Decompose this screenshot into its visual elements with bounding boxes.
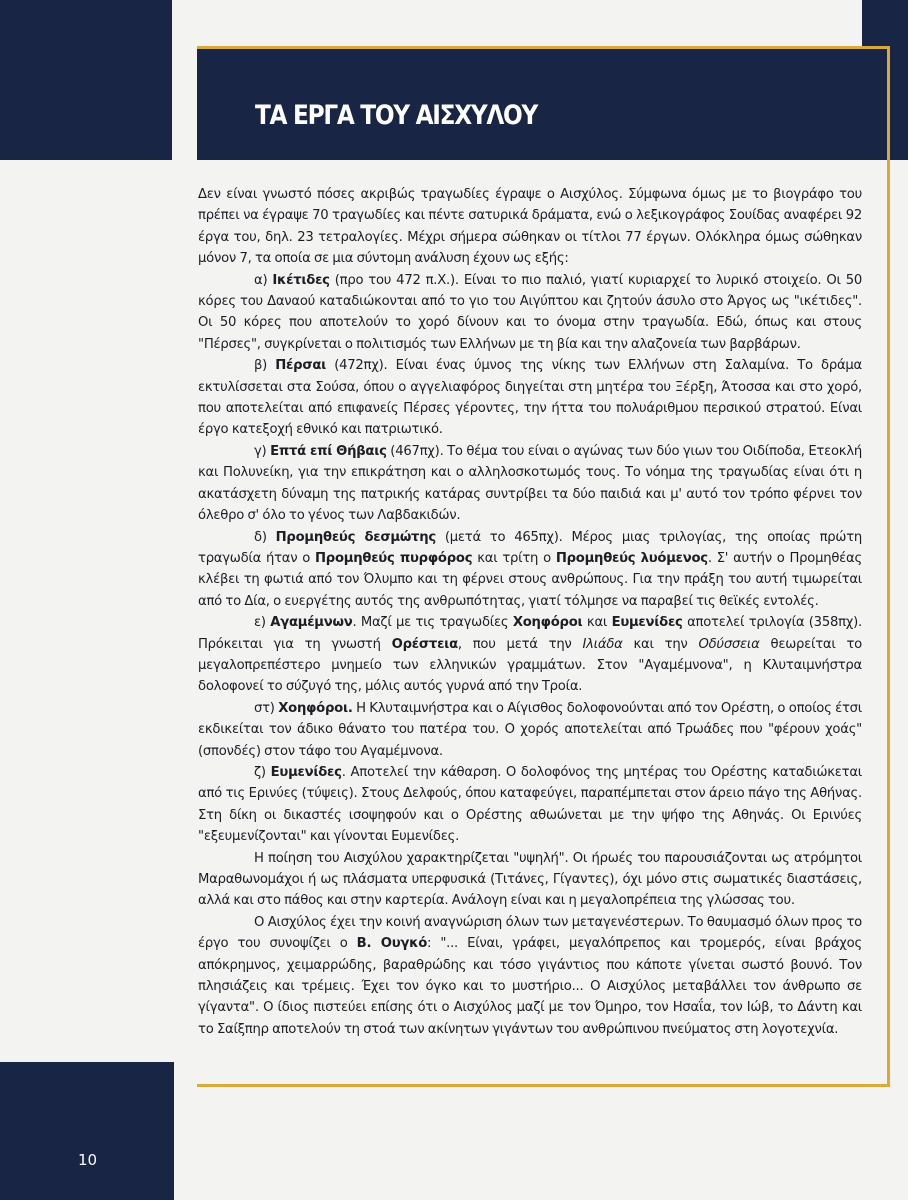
text-run: και (582, 615, 612, 631)
gold-frame-top (197, 46, 889, 49)
text-run: . Μαζί με τις τραγωδίες (352, 615, 513, 631)
text-run: (μετά το 465πχ). Μέρος μιας τριλογίας, της οποίας πρώτη τραγωδία ήταν ο (198, 529, 862, 566)
bold-text: Προμηθεύς πυρφόρος (315, 550, 473, 566)
bold-text: Χοηφόροι (512, 615, 583, 631)
text-run: ζ) (254, 764, 271, 780)
page-title: ΤΑ ΕΡΓΑ ΤΟΥ ΑΙΣΧΥΛΟΥ (255, 100, 538, 131)
paragraph (198, 270, 862, 356)
text-run: στ) (254, 700, 279, 716)
paragraph (198, 355, 862, 441)
bold-text: Προμηθεύς λυόμενος (555, 550, 708, 566)
text-run: , που μετά την (457, 636, 583, 652)
paragraph (198, 698, 862, 762)
paragraph (198, 527, 862, 613)
text-run: και τρίτη ο (472, 550, 556, 566)
gold-frame-bottom (197, 1084, 890, 1087)
paragraph (198, 441, 862, 527)
text-run: ε) (254, 615, 271, 631)
text-run: Ο Αισχύλος έχει την κοινή αναγνώριση όλων των μεταγενέστερων. Το θαυμασμό όλων προς το έργο του συνοψίζει ο (198, 914, 862, 952)
text-run: α) (254, 272, 273, 288)
text-run: γ) (254, 443, 271, 459)
paragraph (198, 848, 862, 912)
text-run: και την (622, 636, 699, 652)
paragraph (198, 762, 862, 848)
bold-text: Ευμενίδες (611, 615, 683, 631)
text-run: (472πχ). Είναι ένας ύμνος της νίκης των Ελλήνων στη Σαλαμίνα. Το δράμα εκτυλίσσεται στα Σούσα, όπου ο αγγελιαφόρος διηγείται στη μητέρα του Ξέρξη, Άτοσσα και στο χορό, που αποτελείται από επιφανείς Πέρσες γέροντες, την ήττα του πολυάριθμου περσικού στρατού. Είναι έργο κατεξοχή εθνικό και πατριωτικό. (198, 358, 862, 438)
bold-text: Χοηφόροι. (278, 700, 353, 716)
text-run: . Σ' αυτήν ο Προμηθέας κλέβει τη φωτιά από τον Όλυμπο και τη φέρνει στους ανθρώπους. Για την πράξη του αυτή τιμωρείται από το Δία, ο ευεργέτης αυτός της ανθρωπότητας, γιατί τόλμησε να παραβεί τις θεϊκές εντολές. (198, 550, 862, 609)
text-run: αποτελεί τριλογία (358πχ). Πρόκειται για τη γνωστή (198, 615, 862, 652)
text-run: Η ποίηση του Αισχύλου χαρακτηρίζεται "υψηλή". Οι ήρωές του παρουσιάζονται ως ατρόμητοι Μαραθωνομάχοι ή ως πλάσματα υπερφυσικά (Τιτάνες, Γίγαντες), όχι μόνο στις σωματικές διαστάσεις, αλλά και στο πάθος και στην καρτερία. Ανάλογη είναι και η μεγαλοπρέπεια της γλώσσας του. (198, 850, 862, 909)
bold-text: Επτά επί Θήβαις (270, 443, 387, 459)
bold-text: Ορέστεια (391, 636, 458, 652)
bold-text: Ικέτιδες (272, 272, 330, 288)
bold-text: Β. Ουγκό (356, 936, 428, 952)
paragraph (198, 184, 862, 270)
article-body (198, 184, 862, 1040)
italic-text: Οδύσσεια (698, 636, 760, 652)
bold-text: Πέρσαι (275, 358, 327, 374)
gold-frame-right (887, 46, 890, 1086)
bold-text: Ευμενίδες (270, 764, 342, 780)
text-run: (προ του 472 π.Χ.). Είναι το πιο παλιό, γιατί κυριαρχεί το λυρικό στοιχείο. Οι 50 κόρες του Δαναού καταδιώκονται από το γιο του Αιγύπτου και ζητούν άσυλο στο Άργος ως "ικέτιδες". Οι 50 κόρες που αποτελούν το χορό δίνουν και το όνομα στην τραγωδία. Εδώ, όπως και στους "Πέρσες", συγκρίνεται ο πολιτισμός των Ελλήνων με τη βία και την αλαζονεία των βαρβάρων. (198, 272, 862, 352)
corner-block-top-right (862, 0, 908, 48)
text-run: Δεν είναι γνωστό πόσες ακριβώς τραγωδίες έγραψε ο Αισχύλος. Σύμφωνα όμως με το βιογράφο του πρέπει να έγραψε 70 τραγωδίες και πέντε σατυρικά δράματα, ενώ ο λεξικογράφος Σουίδας αναφέρει 92 έργα του, δηλ. 23 τετραλογίες. Μέχρι σήμερα σώθηκαν οι τίτλοι 77 έργων. Ολόκληρα όμως σώθηκαν μόνον 7, τα οποία σε μια σύντομη ανάλυση έχουν ως εξής: (198, 187, 862, 267)
text-run: : "... Είναι, γράφει, μεγαλόπρεπος και τρομερός, είναι βράχος απόκρημνος, χειμαρρώδης, βαραθρώδης και τόσο γιγάντιος που κάποτε γίνεται σωστό βουνό. Τον πλησιάζεις και τρέμεις. Έχει τον όγκο και το μυστήριο... Ο Αισχύλος μεταβάλλει τον άνθρωπο σε γίγαντα". Ο ίδιος πιστεύει επίσης ότι ο Αισχύλος μαζί με τον Όμηρο, τον Ησαΐα, τον Ιώβ, το Δάντη και το Σαίξπηρ αποτελούν τη στοά των ακίνητων γιγάντων του ανθρώπινου πνεύματος στη λογοτεχνία. (198, 936, 862, 1037)
bold-text: Αγαμέμνων (270, 615, 353, 631)
text-run: δ) (254, 529, 276, 545)
text-run: θεωρείται το μεγαλοπρεπέστερο μνημείο των ελληνικών γραμμάτων. Στον "Αγαμέμνονα", η Κλυταιμνήστρα δολοφονεί το σύζυγό της, μόλις αυτός γυρνά από την Τροία. (198, 636, 862, 695)
corner-block-bottom-left (0, 1062, 174, 1200)
text-run: β) (254, 358, 276, 374)
page-number: 10 (78, 1151, 98, 1169)
paragraph (198, 612, 862, 698)
bold-text: Προμηθεύς δεσμώτης (275, 529, 436, 545)
italic-text: Ιλιάδα (582, 636, 623, 652)
paragraph (198, 912, 862, 1040)
corner-block-top-left (0, 0, 172, 160)
text-run: (467πχ). Το θέμα του είναι ο αγώνας των δύο γιων του Οιδίποδα, Ετεοκλή και Πολυνείκη, για την επικράτηση και ο αλληλοσκοτωμός τους. Το νόημα της τραγωδίας είναι ότι η ακατάσχετη δύναμη της πατρικής κατάρας συντρίβει τα δύο παιδιά και μ' αυτό τον τρόπο φέρνει τον όλεθρο σ' όλο το γένος των Λαβδακιδών. (198, 443, 862, 524)
text-run: . Αποτελεί την κάθαρση. Ο δολοφόνος της μητέρας του Ορέστης καταδιώκεται από τις Ερινύες (τύψεις). Στους Δελφούς, όπου καταφεύγει, παραπέμπεται στον άρειο πάγο της Αθήνας. Στη δίκη οι δικαστές ισοψηφούν και ο Ορέστης αθωώνεται με την ψήφο της Αθηνάς. Οι Ερινύες "εξευμενίζονται" και γίνονται Ευμενίδες. (198, 764, 862, 845)
text-run: Η Κλυταιμνήστρα και ο Αίγισθος δολοφονούνται από τον Ορέστη, ο οποίος έτσι εκδικείται τον άδικο θάνατο του πατέρα του. Ο χορός αποτελείται από Τρωάδες που "φέρουν χοάς" (σπονδές) στον τάφο του Αγαμέμνονα. (198, 700, 863, 759)
